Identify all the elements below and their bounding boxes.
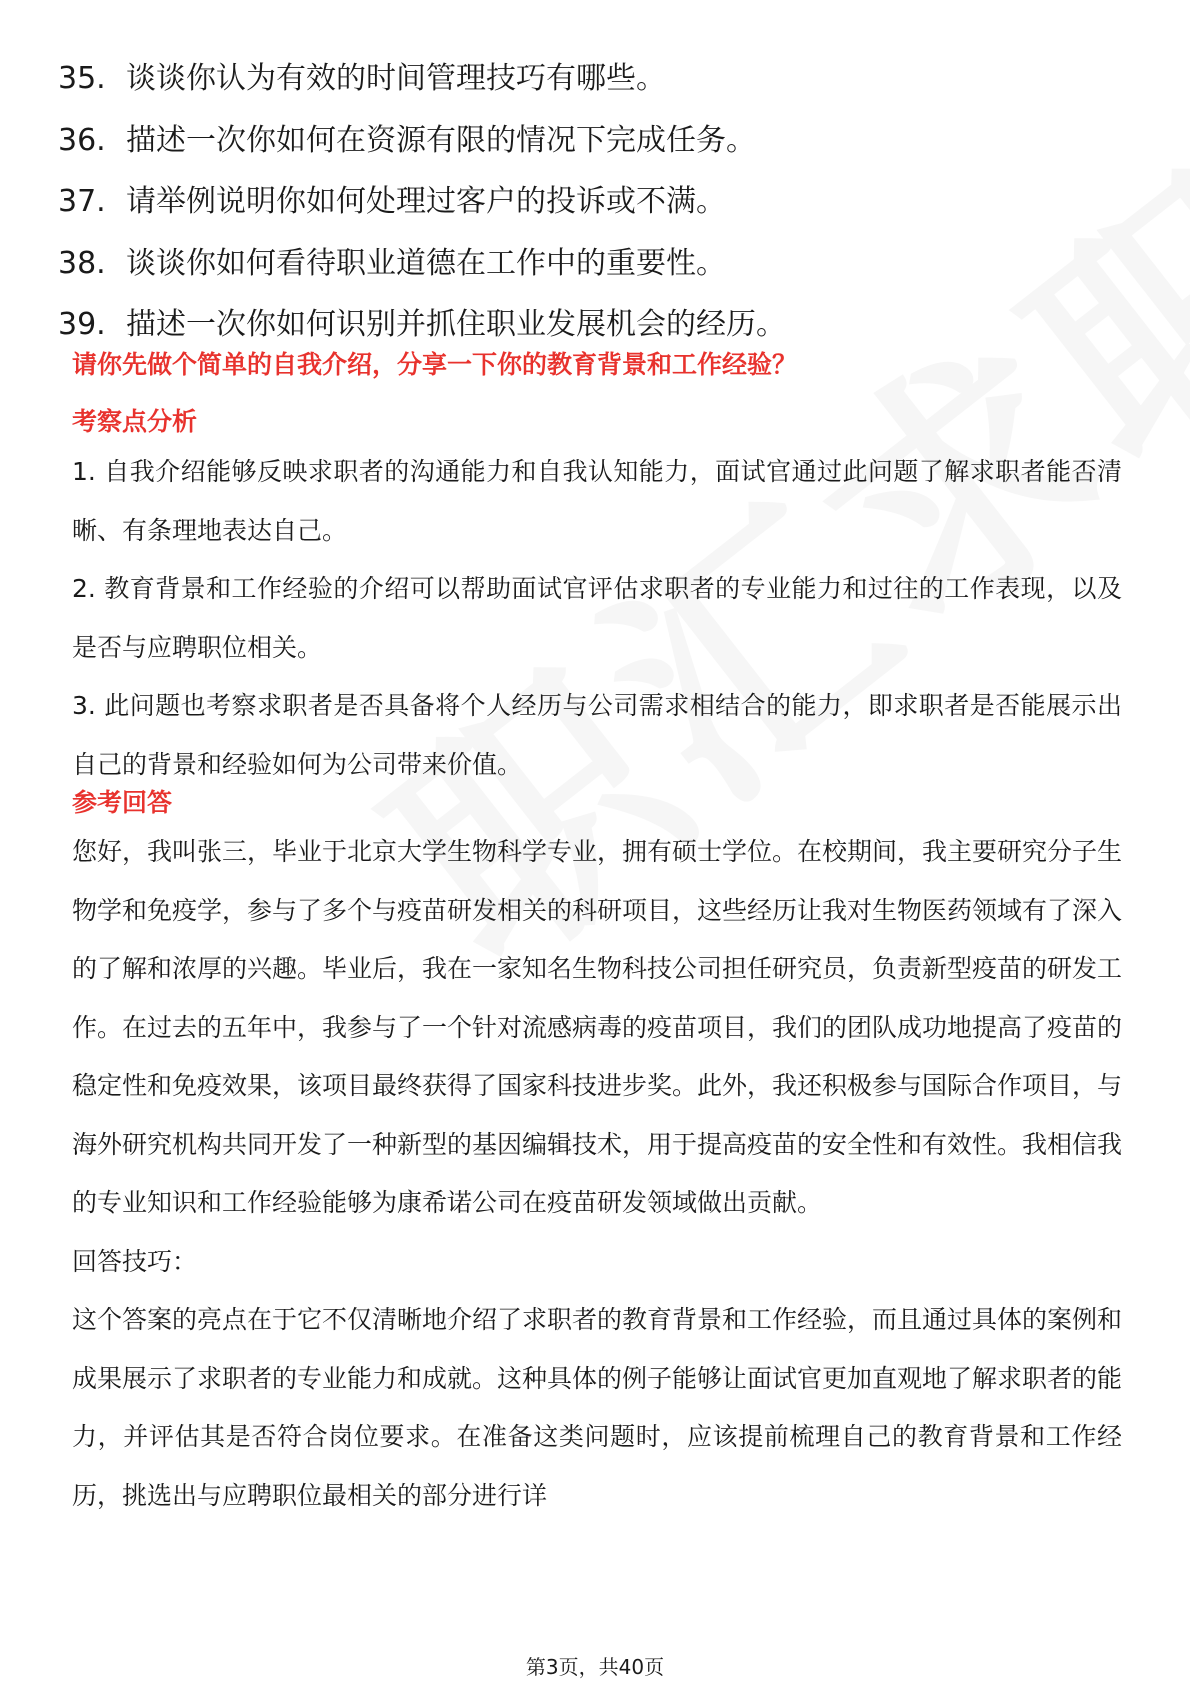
page-footer: 第3页，共40页 bbox=[525, 1655, 665, 1679]
list-item bbox=[58, 110, 1138, 172]
analysis-point: 1. 自我介绍能够反映求职者的沟通能力和自我认知能力，面试官通过此问题了解求职者能否清晰、有条理地表达自己。 bbox=[72, 457, 1122, 545]
question-number: 37. bbox=[58, 184, 106, 219]
tips-label: 回答技巧： bbox=[72, 1246, 198, 1276]
question-text: 描述一次你如何识别并抓住职业发展机会的经历。 bbox=[126, 307, 786, 342]
main-question-heading: 请你先做个简单的自我介绍，分享一下你的教育背景和工作经验？ bbox=[72, 350, 798, 379]
tips-text: 这个答案的亮点在于它不仅清晰地介绍了求职者的教育背景和工作经验，而且通过具体的案例和成果展示了求职者的专业能力和成就。这种具体的例子能够让面试官更加直观地了解求职者的能力，并评估其是否符合岗位要求。在准备这类问题时，应该提前梳理自己的教育背景和工作经历，挑选出与应聘职位最相关的部分进行详 bbox=[72, 1305, 1123, 1510]
question-number: 39. bbox=[58, 307, 106, 342]
question-text: 谈谈你认为有效的时间管理技巧有哪些。 bbox=[126, 61, 666, 96]
analysis-point: 2. 教育背景和工作经验的介绍可以帮助面试官评估求职者的专业能力和过往的工作表现，以及是否与应聘职位相关。 bbox=[72, 574, 1122, 662]
question-text: 描述一次你如何在资源有限的情况下完成任务。 bbox=[126, 122, 756, 158]
question-number: 35. bbox=[58, 61, 106, 96]
reference-heading: 参考回答 bbox=[72, 788, 173, 817]
question-text: 请举例说明你如何处理过客户的投诉或不满。 bbox=[126, 184, 726, 219]
list-item bbox=[58, 171, 1138, 233]
reference-answer: 您好，我叫张三，毕业于北京大学生物科学专业，拥有硕士学位。在校期间，我主要研究分子生物学和免疫学，参与了多个与疫苗研发相关的科研项目，这些经历让我对生物医药领域有了深入的了解和浓厚的兴趣。毕业后，我在一家知名生物科技公司担任研究员，负责新型疫苗的研发工作。在过去的五年中，我参与了一个针对流感病毒的疫苗项目，我们的团队成功地提高了疫苗的稳定性和免疫效果，该项目最终获得了国家科技进步奖。此外，我还积极参与国际合作项目，与海外研究机构共同开发了一种新型的基因编辑技术，用于提高疫苗的安全性和有效性。我相信我的专业知识和工作经验能够为康希诺公司在疫苗研发领域做出贡献。 bbox=[72, 837, 1123, 1217]
reference-answer-block bbox=[72, 823, 1122, 1525]
analysis-point: 3. 此问题也考察求职者是否具备将个人经历与公司需求相结合的能力，即求职者是否能展示出自己的背景和经验如何为公司带来价值。 bbox=[72, 691, 1122, 779]
question-number: 36. bbox=[58, 122, 106, 158]
question-text: 谈谈你如何看待职业道德在工作中的重要性。 bbox=[126, 245, 726, 281]
question-list bbox=[58, 48, 1138, 356]
question-number: 38. bbox=[58, 245, 106, 281]
list-item bbox=[58, 233, 1138, 295]
list-item bbox=[58, 294, 1138, 356]
analysis-points bbox=[72, 443, 1122, 794]
list-item bbox=[58, 48, 1138, 110]
analysis-heading: 考察点分析 bbox=[72, 407, 198, 436]
